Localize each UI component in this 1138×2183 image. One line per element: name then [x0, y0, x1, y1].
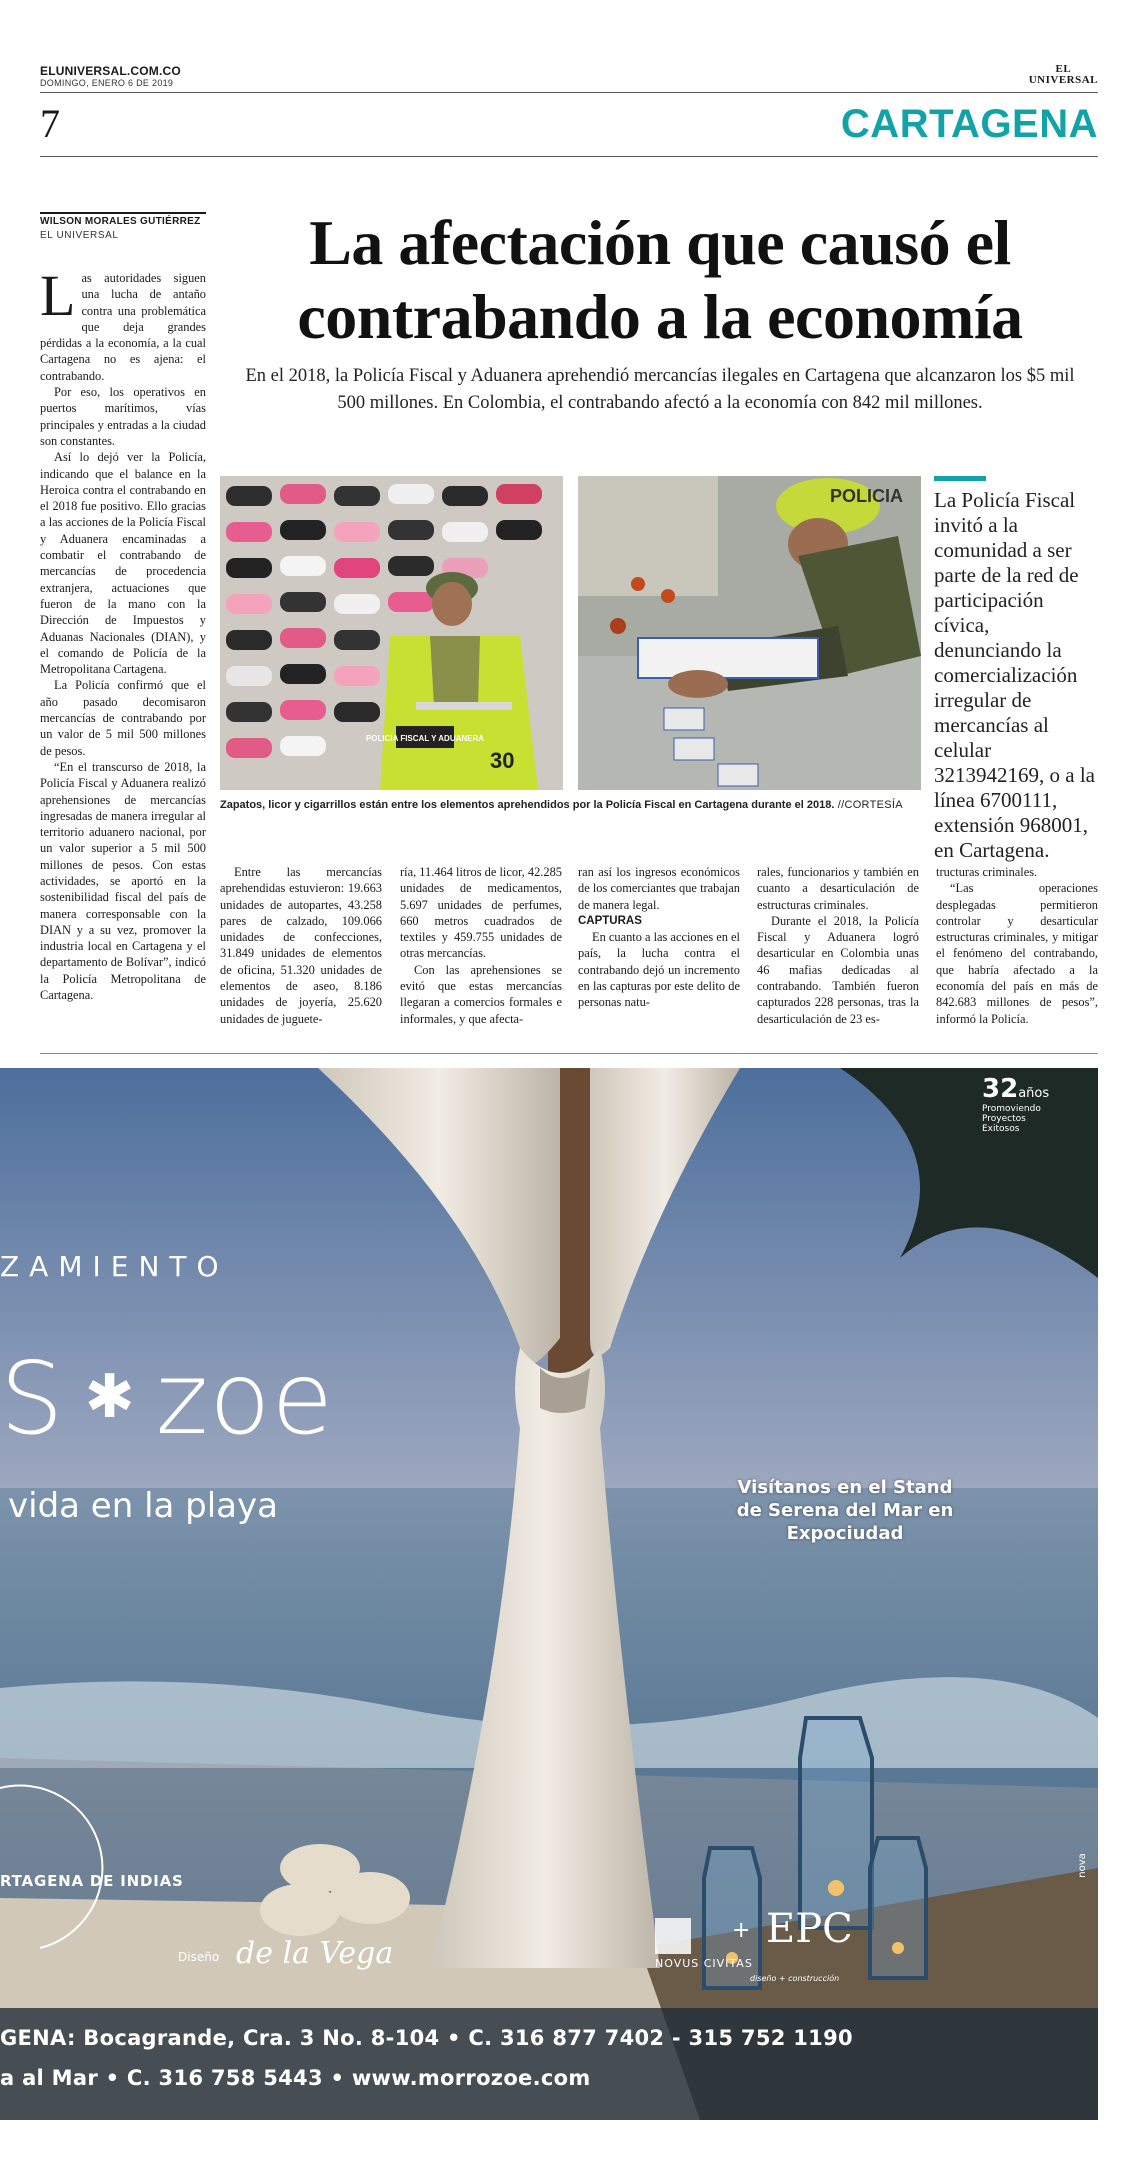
headline-line-2: contrabando a la economía [297, 281, 1023, 352]
paragraph: ran así los ingresos económicos de los comerciantes que trabajan de manera legal. [578, 865, 740, 912]
author-outlet: EL UNIVERSAL [40, 230, 119, 241]
ad-brand-logo [0, 1340, 334, 1457]
byline-rule [40, 212, 206, 214]
ad-design-label: Diseño [178, 1950, 220, 1964]
header-rule [40, 92, 1098, 93]
ad-visit-note: Visítanos en el Stand de Serena del Mar en Expociudad [736, 1477, 954, 1544]
ad-partner-novus: NOVUS CIVITAS [655, 1957, 753, 1970]
ad-partner-epc-tagline: diseño + construcción [750, 1974, 840, 1983]
headline-line-1: La afectación que causó el [309, 207, 1011, 278]
issue-date: DOMINGO, ENERO 6 DE 2019 [40, 78, 174, 88]
anniv-unit: años [1018, 1086, 1050, 1101]
paragraph: tructuras criminales. [936, 865, 1038, 879]
ad-city: RTAGENA DE INDIAS [0, 1872, 184, 1890]
caption-text: Zapatos, licor y cigarrillos están entre los elementos aprehendidos por la Policía Fiscal en Cartagena durante el 2018. [220, 799, 835, 811]
subheadline: En el 2018, la Policía Fiscal y Aduanera aprehendió mercancías ilegales en Cartagena que alcanzaron los $5 mil 500 millones. En Colombia, el contrabando afectó a la economía con 842 mil millones. [245, 366, 1075, 413]
photo-cigarettes-illustration [578, 476, 921, 790]
ad-designer-signature: de la Vega [236, 1936, 394, 1971]
column-3 [578, 864, 740, 1011]
sidebar-note: La Policía Fiscal invitó a la comunidad a ser parte de la red de participación cívica, denunciando la comercialización irregular de mercancías al celular 3213942169, o a la línea 6700111, extensión 968001, en Cartagena. [934, 488, 1095, 862]
ad-plus-sign: + [732, 1918, 751, 1943]
drop-cap: L [40, 263, 76, 328]
paragraph: En cuanto a las acciones en el país, la lucha contra el contrabando dejó un incremento en las capturas por este delito de personas natu- [578, 930, 740, 1010]
ad-tagline: vida en la playa [8, 1486, 278, 1526]
ad-contact-line-2: a al Mar • C. 316 758 5443 • www.morrozoe.com [0, 2066, 591, 2090]
column-2 [400, 864, 562, 1027]
vest-label: POLICIA [830, 486, 904, 506]
ad-launch-text: ZAMIENTO [0, 1250, 229, 1283]
paragraph: rales, funcionarios y también en cuanto a desarticulación de estructuras criminales. [757, 865, 919, 912]
photo-cigarettes-seizure [578, 476, 921, 790]
brand-part: zoe [155, 1340, 334, 1457]
paragraph: “Las operaciones desplegadas permitieron controlar y desarticular estructuras criminales, y mitigar el fenómeno del contrabando, que habría afectado a la economía del país en más de 842.683 millones de pesos”, informó la Policía. [936, 881, 1098, 1026]
paragraph: La Policía confirmó que el año pasado decomisaron mercancías de contrabando por un valor de 5 mil 500 millones de pesos. [40, 678, 206, 758]
paragraph: as autoridades siguen una lucha de antaño contra una problemática que deja grandes pérdidas a la economía, a la cual Cartagena no es ajena: el contrabando. [40, 271, 206, 383]
section-title: CARTAGENA [840, 102, 1098, 146]
anniv-line: Promoviendo [982, 1104, 1041, 1114]
ad-background [0, 1068, 1098, 2120]
paragraph: Así lo dejó ver la Policía, indicando que el balance en la Heroica contra el contrabando en el 2018 fue positivo. Ello gracias a las acciones de la Policía Fiscal y Aduanera encaminadas a combatir el contrabando de mercancías de procedencia extranjera, actuaciones que fueron de la mano con la Dirección de Impuestos y Aduanas Nacionales (DIAN), y el comando de Policía de la Metropolitana Cartagena. [40, 450, 206, 677]
section-rule [40, 156, 1098, 157]
ad-contact-line-1: GENA: Bocagrande, Cra. 3 No. 8-104 • C. 316 877 7402 - 315 752 1190 [0, 2026, 853, 2050]
photo-shoes-seizure [220, 476, 563, 790]
article-left-column [40, 263, 206, 1003]
page-number: 7 [40, 101, 60, 146]
author-name: WILSON MORALES GUTIÉRREZ [40, 216, 201, 227]
brand-part: S [0, 1340, 65, 1457]
starfish-icon: ✱ [84, 1362, 136, 1432]
paragraph: Por eso, los operativos en puertos marítimos, vías principales y entradas a la ciudad son constantes. [40, 385, 206, 448]
advertisement [0, 1068, 1098, 2120]
svg-text:30: 30 [490, 748, 515, 773]
paragraph: Entre las mercancías aprehendidas estuvieron: 19.663 unidades de autopartes, 43.258 pares de calzado, 109.066 unidades de confecciones, 31.849 unidades de elementos de oficina, 51.320 unidades de elementos de aseo, 8.186 unidades de joyería, 25.620 unidades de juguete- [220, 865, 382, 1026]
paragraph: Con las aprehensiones se evitó que estas mercancías llegaran a comercios formales e informales, y que afecta- [400, 962, 562, 1026]
logo-top: EL [1055, 63, 1072, 75]
anniv-line: Exitosos [982, 1124, 1020, 1134]
photo-caption [220, 799, 920, 811]
vest-label: POLICIA FISCAL Y ADUANERA [365, 734, 485, 743]
column-4 [757, 864, 919, 1027]
ad-agency-mark: nova [1076, 1853, 1088, 1878]
ad-partner-epc: EPC [766, 1906, 853, 1952]
paragraph: “En el transcurso de 2018, la Policía Fiscal y Aduanera realizó aprehensiones de mercancías ingresadas de manera irregular al territorio aduanero nacional, por un valor superior a 5 mil 500 millones de pesos. Con estas actividades, se aportó en la sostenibilidad fiscal del país de manera corresponsable con la DIAN y a su vez, promover la industria local en Cartagena y el departamento de Bolívar”, indicó la Policía Metropolitana de Cartagena. [40, 759, 206, 1003]
newspaper-logo [1029, 64, 1098, 86]
paragraph: ría, 11.464 litros de licor, 42.285 unidades de medicamentos, 5.697 unidades de perfumes, 660 metros cuadrados de textiles y 459.755 unidades de otras mercancías. [400, 865, 562, 961]
column-5 [936, 864, 1098, 1027]
anniv-line: Proyectos [982, 1114, 1026, 1124]
sidebar-accent-bar [934, 476, 986, 481]
section-subhead: CAPTURAS [578, 914, 642, 927]
caption-credit: //CORTESÍA [834, 799, 903, 811]
logo-bottom: UNIVERSAL [1028, 74, 1098, 86]
ad-anniversary-badge [982, 1074, 1052, 1134]
photo-shoes-illustration [220, 476, 563, 790]
column-1 [220, 864, 382, 1027]
headline [220, 206, 1100, 354]
anniv-number: 32 [982, 1074, 1019, 1104]
paragraph: Durante el 2018, la Policía Fiscal y Aduanera logró desarticular en Colombia unas 46 mafias dedicadas al contrabando. También fueron capturados 228 personas, tras la desarticulación de 23 es- [757, 913, 919, 1026]
site-url: ELUNIVERSAL.COM.CO [40, 64, 181, 78]
article-end-rule [40, 1053, 1098, 1054]
